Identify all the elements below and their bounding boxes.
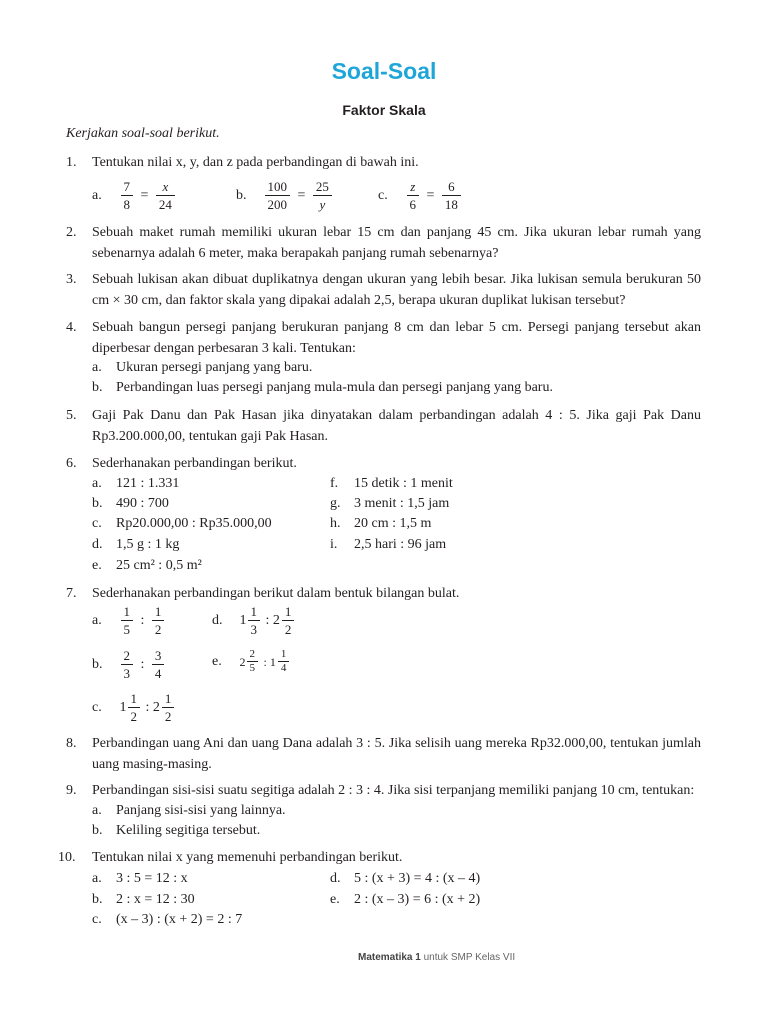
question-number: 1. [66,155,77,170]
q10-item-a: a. 3 : 5 = 12 : x [92,871,188,886]
q9-item-a: a. Panjang sisi-sisi yang lainnya. [92,803,286,818]
question-1 [66,152,701,173]
question-7: 7. Sederhanakan perbandingan berikut dalam bentuk bilangan bulat. [66,586,460,601]
q4-item-a: a. Ukuran persegi panjang yang baru. [92,360,313,375]
q6-item-f: f. 15 detik : 1 menit [330,476,453,491]
q9-item-b: b. Keliling segitiga tersebut. [92,823,261,838]
question-9: 9. Perbandingan sisi-sisi suatu segitiga adalah 2 : 3 : 4. Jika sisi terpanjang memiliki panjang 10 cm, tentukan: [66,783,695,798]
question-text: Tentukan nilai x, y, dan z pada perbandingan di bawah ini. [92,155,419,170]
q1-item-c: c. $\frac{z}{6}$ = $\frac{6}{18}$ [378,178,462,213]
q10-item-c: c. (x – 3) : (x + 2) = 2 : 7 [92,912,243,927]
question-5: 5. Gaji Pak Danu dan Pak Hasan jika dinyatakan dalam perbandingan adalah 4 : 5. Jika gaji Pak Danu Rp3.200.000,00, tentukan gaji Pak Hasan. [66,408,701,444]
q7-item-b: b. $\frac{2}{3}$ : $\frac{3}{4}$ [92,647,165,682]
q6-item-b: b. 490 : 700 [92,496,169,511]
q4-item-b: b. Perbandingan luas persegi panjang mula-mula dan persegi panjang yang baru. [92,380,553,395]
q1-item-a: a. $\frac{7}{8}$ = $\frac{x}{24}$ [92,178,176,213]
q7-item-d: d. 1 $\frac{1}{3}$ : 2 $\frac{1}{2}$ [212,603,295,638]
question-6: 6. Sederhanakan perbandingan berikut. [66,456,297,471]
q10-item-b: b. 2 : x = 12 : 30 [92,892,195,907]
q10-item-e: e. 2 : (x – 3) = 6 : (x + 2) [330,892,481,907]
question-8: 8. Perbandingan uang Ani dan uang Dana adalah 3 : 5. Jika selisih uang mereka Rp32.000,00, tentukan jumlah uang masing-masing. [66,736,701,772]
footer-subtitle: untuk SMP Kelas VII [423,952,516,963]
q6-item-d: d. 1,5 g : 1 kg [92,537,180,552]
instruction-text: Kerjakan soal-soal berikut. [66,126,220,141]
q6-item-i: i. 2,5 hari : 96 jam [330,537,447,552]
q7-item-a: a. $\frac{1}{5}$ : $\frac{1}{2}$ [92,603,165,638]
q6-item-h: h. 20 cm : 1,5 m [330,516,432,531]
page-footer [358,952,515,963]
q6-item-c: c. Rp20.000,00 : Rp35.000,00 [92,516,272,531]
footer-book-title: Matematika 1 [358,952,421,963]
q6-item-a: a. 121 : 1.331 [92,476,180,491]
section-subtitle: Faktor Skala [342,102,426,118]
question-3: 3. Sebuah lukisan akan dibuat duplikatnya dengan ukuran yang lebih besar. Jika lukisan semula berukuran 50 cm × 30 cm, dan faktor skala yang dipakai adalah 2,5, berapa ukuran duplikat lukisan tersebut? [66,272,701,308]
question-10: 10. Tentukan nilai x yang memenuhi perbandingan berikut. [58,850,403,865]
q6-item-g: g. 3 menit : 1,5 jam [330,496,450,511]
q10-item-d: d. 5 : (x + 3) = 4 : (x – 4) [330,871,481,886]
q1-item-b: b. $\frac{100}{200}$ = $\frac{25}{y}$ [236,178,333,213]
q7-item-e: e. 2 $\frac{2}{5}$ : 1 $\frac{1}{4}$ [212,648,290,675]
question-4: 4. Sebuah bangun persegi panjang berukuran panjang 8 cm dan lebar 5 cm. Persegi panjang tersebut akan diperbesar dengan perbesaran 3 kali. Tentukan: [66,320,701,356]
q6-item-e: e. 25 cm² : 0,5 m² [92,558,202,573]
q7-item-c: c. 1 $\frac{1}{2}$ : 2 $\frac{1}{2}$ [92,690,175,725]
page-title: Soal-Soal [331,58,437,84]
question-2: 2. Sebuah maket rumah memiliki ukuran lebar 15 cm dan panjang 45 cm. Jika ukuran lebar rumah yang sebenarnya adalah 6 meter, maka berapakah panjang rumah sebenarnya? [66,225,701,261]
